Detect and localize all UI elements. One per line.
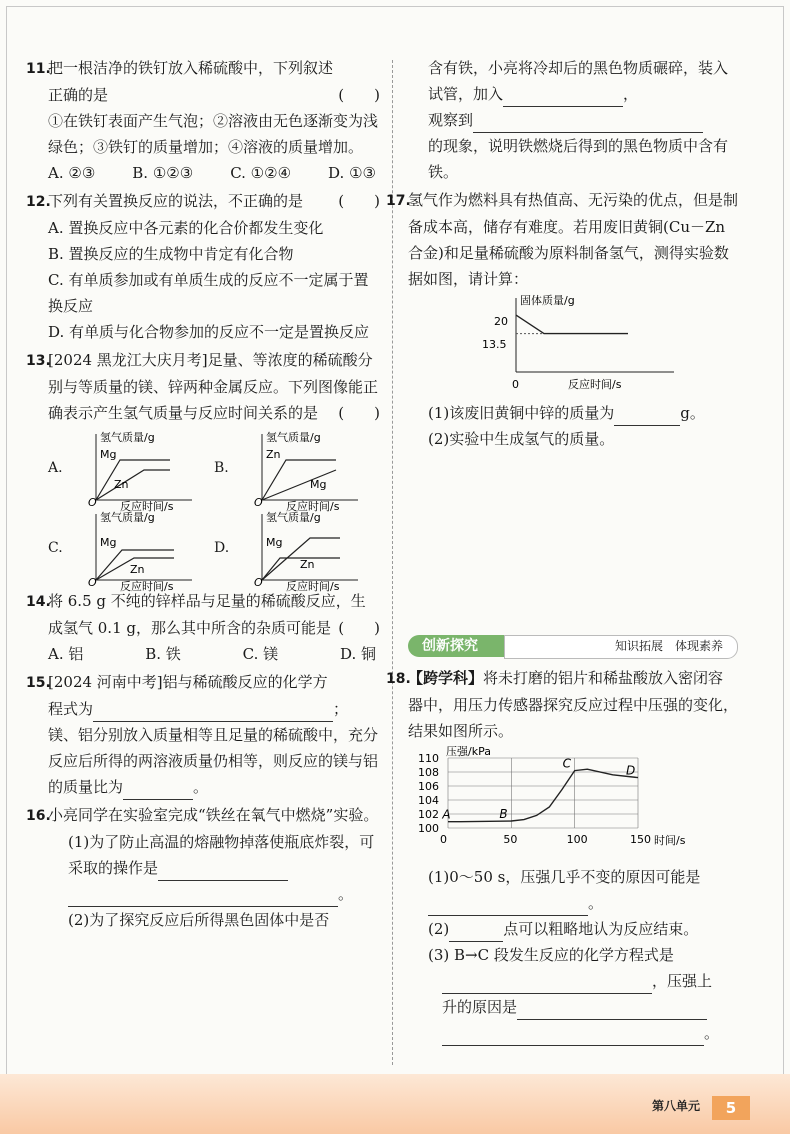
origin-label: O [254, 576, 263, 589]
y-tick-label: 102 [418, 808, 439, 821]
question-number: 14. [26, 594, 51, 610]
graph-label: D. [214, 540, 230, 556]
origin-label: O [88, 496, 97, 509]
option-a[interactable]: A. ②③ [48, 164, 96, 182]
y-tick-label: 106 [418, 780, 439, 793]
graph-b [240, 430, 360, 513]
y-tick-label: 110 [418, 752, 439, 765]
graph-label: C. [48, 540, 63, 556]
answer-paren[interactable]: ( ) [338, 404, 380, 422]
x-tick-label: 150 [630, 833, 651, 846]
point-label-c: C [562, 756, 572, 771]
banner-title: 创新探究 [408, 635, 522, 657]
question-12 [26, 188, 380, 345]
part-1: (1)该废旧黄铜中锌的质量为 [428, 404, 615, 422]
y-axis-label: 氢气质量/g [100, 431, 155, 444]
question-stem: 足量、等浓度的稀硫酸分别与等质量的镁、锌两种金属反应。下列图像能正确表示产生氢气质量与反应时间关系的是 [48, 351, 379, 422]
question-number: 16. [26, 808, 51, 824]
observe-label: 观察到 [428, 111, 474, 129]
source-tag: [2024 河南中考] [48, 673, 163, 691]
punct: 。 [338, 885, 354, 903]
question-15 [26, 669, 380, 800]
series-label-top: Mg [100, 448, 117, 461]
punct: 。 [193, 778, 209, 796]
answer-paren[interactable]: ( ) [338, 86, 380, 104]
options [48, 160, 380, 186]
reason-blank-3[interactable] [442, 1027, 704, 1046]
graph-option-c[interactable] [48, 510, 214, 593]
point-label-d: D [626, 763, 636, 778]
source-tag: [2024 黑龙江大庆月考] [48, 351, 208, 369]
question-stem: 下列有关置换反应的说法，不正确的是 [48, 192, 304, 210]
graph-option-b[interactable] [214, 430, 380, 513]
question-16 [26, 802, 380, 933]
question-number: 17. [386, 193, 411, 209]
part-2: (2)实验中生成氢气的质量。 [428, 430, 615, 448]
series-label-low: Zn [114, 478, 129, 491]
question-stem: 铝与稀硫酸反应的化学方 [162, 673, 328, 691]
option-c[interactable]: C. 镁 [242, 645, 279, 663]
punct: ， [623, 85, 639, 103]
graph-a [74, 430, 194, 513]
part-2: (2) [428, 920, 450, 938]
graph-option-d[interactable] [214, 510, 380, 593]
option-b[interactable]: B. 铁 [145, 645, 181, 663]
origin-label: O [88, 576, 97, 589]
question-number: 15. [26, 675, 51, 691]
ratio-blank[interactable] [123, 781, 193, 800]
zinc-mass-blank[interactable] [614, 407, 680, 426]
question-stem: 小亮同学在实验室完成“铁丝在氧气中燃烧”实验。 [48, 806, 379, 824]
chart-q18-wrap [408, 744, 738, 864]
option-d[interactable]: D. ①③ [328, 164, 376, 182]
part-1: (1)0～50 s，压强几乎不变的原因可能是 [428, 868, 701, 886]
reason-blank[interactable] [428, 897, 588, 916]
x-axis-label: 反应时间/s [286, 580, 340, 593]
option-c[interactable]: C. ①②④ [230, 164, 292, 182]
reagent-blank[interactable] [503, 88, 623, 107]
point-label-a: A [442, 807, 451, 822]
mg-line [96, 460, 170, 500]
tick-label-20: 20 [494, 315, 508, 328]
zn-line [96, 470, 170, 500]
answer-paren[interactable]: ( ) [338, 192, 380, 210]
y-axis-label: 压强/kPa [446, 745, 491, 758]
question-number: 18. [386, 671, 411, 687]
question-stem: 把一根洁净的铁钉放入稀硫酸中，下列叙述 [48, 59, 334, 77]
equation-blank[interactable] [93, 703, 333, 722]
point-label-b: B [499, 807, 508, 821]
option-d[interactable]: D. 有单质与化合物参加的反应不一定是置换反应 [48, 323, 370, 341]
option-d[interactable]: D. 铜 [339, 645, 376, 663]
series-label-top: Mg [100, 536, 117, 549]
tick-label-13-5: 13.5 [482, 338, 507, 351]
question-stem: 氢气作为燃料具有热值高、无污染的优点，但是制备成本高，储存有难度。若用废旧黄铜(Cu－Zn 合金)和足量稀硫酸为原料制备氢气，测得实验数据如图，请计算： [408, 191, 739, 288]
phenomenon-blank[interactable] [473, 114, 703, 133]
unit: g。 [680, 404, 705, 422]
y-tick-label: 108 [418, 766, 439, 779]
point-blank[interactable] [449, 923, 503, 942]
operation-blank-2[interactable] [68, 888, 338, 907]
y-axis-label: 氢气质量/g [100, 511, 155, 524]
x-tick-label: 0 [440, 833, 447, 846]
y-axis-label: 氢气质量/g [266, 511, 321, 524]
options [48, 641, 380, 667]
question-stem: 将未打磨的铝片和稀盐酸放入密闭容器中，用压力传感器探究反应过程中压强的变化，结果如图所示。 [408, 669, 739, 740]
question-body: ①在铁钉表面产生气泡；②溶液由无色逐渐变为浅绿色；③铁钉的质量增加；④溶液的质量增加。 [48, 112, 379, 156]
page-number: 5 [712, 1096, 750, 1120]
series-label-top: Mg [266, 536, 283, 549]
part-1: (1)为了防止高温的熔融物掉落使瓶底炸裂，可采取的操作是 [68, 833, 375, 877]
question-number: 11. [26, 61, 51, 77]
option-b[interactable]: B. 置换反应的生成物中肯定有化合物 [48, 245, 294, 263]
option-a[interactable]: A. 铝 [48, 645, 84, 663]
operation-blank[interactable] [158, 862, 288, 881]
section-banner [408, 635, 738, 657]
equation-blank[interactable] [442, 975, 652, 994]
graph-label: B. [214, 460, 229, 476]
left-column [26, 55, 380, 935]
punct: 。 [704, 1024, 720, 1042]
y-tick-label: 100 [418, 822, 439, 835]
question-17 [386, 187, 739, 452]
graph-c [74, 510, 194, 593]
question-stem-cont: 正确的是 [48, 86, 109, 104]
x-tick-label: 50 [503, 833, 518, 846]
option-b[interactable]: B. ①②③ [132, 164, 194, 182]
subject-tag: 【跨学科】 [408, 669, 484, 687]
option-a[interactable]: A. 置换反应中各元素的化合价都发生变化 [48, 219, 324, 237]
chart-q17-wrap [408, 292, 738, 400]
question-11 [26, 55, 380, 186]
part-3-reason: 升的原因是 [442, 998, 518, 1016]
part-2-text: 点可以粗略地认为反应结束。 [503, 920, 699, 938]
punct: 。 [588, 894, 604, 912]
graph-d [240, 510, 360, 593]
series-label-low: Zn [130, 563, 145, 576]
series-line [516, 315, 628, 334]
question-18 [386, 665, 739, 1046]
x-tick-label: 100 [566, 833, 588, 846]
punct: ； [333, 700, 349, 718]
question-stem-cont: 镁、铝分别放入质量相等且足量的稀硫酸中，充分反应后所得的两溶液质量仍相等，则反应的镁与铝的质量比为 [48, 726, 379, 796]
question-16-cont [408, 55, 738, 185]
part-2-cont: 含有铁，小亮将冷却后的黑色物质碾碎，装入试管，加入 [428, 59, 729, 103]
x-axis-label: 反应时间/s [286, 500, 340, 513]
question-stem-cont: 程式为 [48, 700, 94, 718]
chart-q17 [478, 292, 678, 392]
reason-blank-2[interactable] [517, 1001, 707, 1020]
x-axis-label: 时间/s [654, 834, 686, 847]
origin-label: O [254, 496, 263, 509]
answer-paren[interactable]: ( ) [338, 619, 380, 637]
y-tick-label: 104 [418, 794, 439, 807]
question-14 [26, 588, 380, 667]
series-label-top: Zn [266, 448, 281, 461]
answer-space[interactable] [408, 454, 738, 629]
series-label-low: Zn [300, 558, 315, 571]
chart-q18 [408, 744, 708, 856]
x-axis-label: 反应时间/s [568, 378, 622, 391]
question-number: 12. [26, 194, 51, 210]
part-2: (2)为了探究反应后所得黑色固体中是否 [68, 911, 330, 929]
part-2-tail: 的现象，说明铁燃烧后得到的黑色物质中含有铁。 [428, 137, 729, 181]
y-axis-label: 氢气质量/g [266, 431, 321, 444]
question-stem: 将 6.5 g 不纯的锌样品与足量的稀硫酸反应，生成氢气 0.1 g，那么其中所含的杂质可能是 [48, 592, 366, 637]
origin-label: 0 [512, 378, 519, 391]
option-c[interactable]: C. 有单质参加或有单质生成的反应不一定属于置换反应 [48, 271, 369, 315]
graph-options [48, 430, 380, 593]
graph-option-a[interactable] [48, 430, 214, 513]
unit-label: 第八单元 [651, 1099, 700, 1113]
banner-subtitle: 知识拓展 体现素养 [504, 635, 738, 659]
series-label-low: Mg [310, 478, 327, 491]
question-13 [26, 347, 380, 593]
x-axis-label: 反应时间/s [120, 580, 174, 593]
part-3-cont: ，压强上 [652, 972, 713, 990]
right-column [386, 55, 739, 1048]
graph-label: A. [48, 460, 63, 476]
x-axis-label: 反应时间/s [120, 500, 174, 513]
part-3: (3) B→C 段发生反应的化学方程式是 [428, 946, 674, 964]
page-footer [0, 1074, 790, 1134]
question-number: 13. [26, 353, 51, 369]
y-axis-label: 固体质量/g [520, 294, 575, 307]
